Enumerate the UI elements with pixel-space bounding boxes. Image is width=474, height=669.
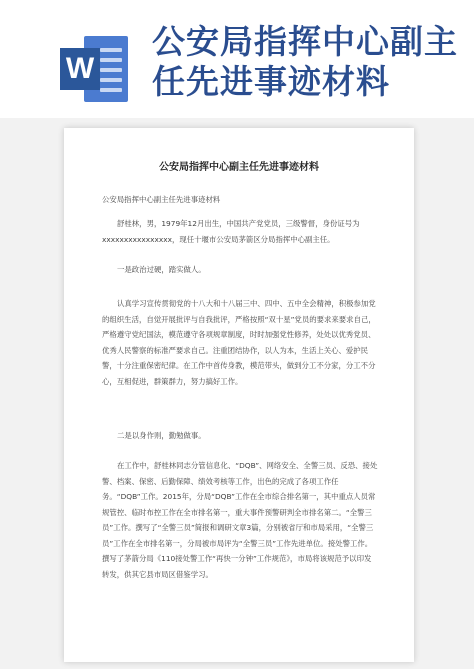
section-heading-2: 二是以身作则，勤勉做事。 bbox=[117, 431, 206, 440]
document-title: 公安局指挥中心副主任先进事迹材料 bbox=[159, 162, 319, 173]
paragraph-intro: 舒桂林，男，1979年12月出生，中国共产党党员，三级警督，身份证号为xxxxxxxxxxxxxxxx，现任十堰市公安局茅箭区分局指挥中心副主任。 bbox=[102, 219, 360, 244]
paragraph-politics: 认真学习宣传贯彻党的十八大和十八届三中、四中、五中全会精神，积极参加党的组织生活，自觉开展批评与自我批评，严格按照“双十星”党员的要求来要求自己，严格遵守党纪国法，模范遵守各项规章制度，时时加强党性修养，处处以优秀党员、优秀人民警察的标准严要求自己。注重团结协作，以人为本，生活上关心、爱护民警，十分注重保密纪律。在工作中首传身教，模范带头，做到分工不分家，分工不分心，互相促进，群策群力，努力搞好工作。 bbox=[102, 299, 376, 386]
word-icon bbox=[60, 36, 128, 102]
paragraph-work: 在工作中，舒桂林同志分管信息化、“DQB”、网络安全、全警三员、反恐、接处警、档案、保密、后勤保障、绩效考核等工作，出色的完成了各项工作任务。“DQB”工作。2015年，分局“DQB”工作在全市综合排名第一，其中重点人员常规管控、临时布控工作在全市排名第一，重大事件预警研判全市排名第二。“全警三员”工作。撰写了“全警三员”简报和调研文章3篇，分别被省厅和市局采用，“全警三员”工作在全市排名第一，分局被市局评为“全警三员”工作先进单位。接处警工作。撰写了茅箭分局《110接处警工作“再快一分钟”工作规范》，市局将该规范予以印发转发，供其它县市局区借鉴学习。 bbox=[102, 461, 378, 579]
document-subtitle: 公安局指挥中心副主任先进事迹材料 bbox=[102, 195, 221, 204]
word-badge: W bbox=[60, 48, 100, 90]
page-title: 公安局指挥中心副主任先进事迹材料 bbox=[152, 22, 458, 101]
section-heading-1: 一是政治过硬，踏实做人。 bbox=[117, 265, 206, 274]
header-banner bbox=[0, 0, 474, 118]
document-page bbox=[64, 128, 414, 662]
